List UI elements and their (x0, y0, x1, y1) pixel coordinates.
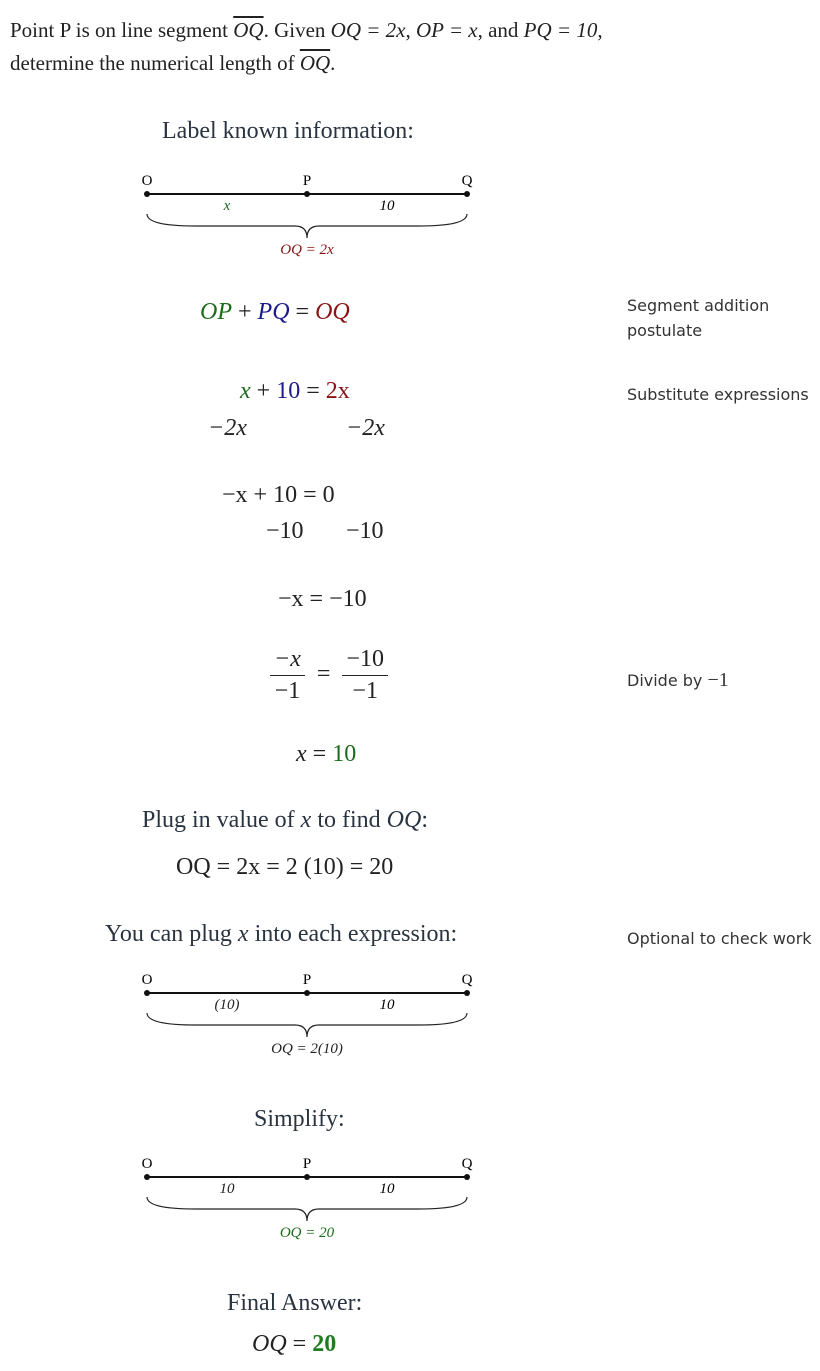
segment-diagram-plugged (135, 967, 485, 1062)
point-q-label: Q (461, 1156, 473, 1172)
denominator: −1 (274, 678, 301, 704)
equation-step-3: −x + 10 = 0 (222, 482, 335, 508)
segment-diagram-known (135, 168, 485, 263)
fraction-left (270, 646, 305, 705)
term-2x: 2x (325, 378, 350, 404)
point-q-label: Q (461, 173, 473, 189)
point-o (144, 990, 150, 996)
pq-label: 10 (379, 1181, 395, 1197)
pq-label: 10 (379, 198, 395, 214)
term-10: 10 (276, 378, 301, 404)
given-op: OP = x (415, 18, 478, 42)
segment-oq: $\overline{OQ}$ (299, 51, 331, 75)
brace (147, 214, 467, 238)
op-label: 10 (219, 1181, 235, 1197)
term-x: x (240, 378, 251, 404)
fraction-right (342, 646, 388, 705)
subtract-2x-right: −2x (346, 415, 385, 441)
equation-solution-x (296, 741, 356, 768)
point-p (304, 191, 310, 197)
point-p (304, 1174, 310, 1180)
subtract-10-right: −10 (346, 518, 384, 544)
subtract-10-left: −10 (266, 518, 304, 544)
point-p-label: P (302, 1156, 312, 1172)
note-segment-addition: Segment addition postulate (627, 296, 770, 340)
numerator: −x (270, 646, 305, 676)
value-10: 10 (332, 741, 357, 767)
term-oq: OQ (252, 1331, 287, 1357)
heading-text: : (421, 807, 428, 833)
brace (147, 1197, 467, 1221)
problem-text: . (330, 51, 336, 75)
operator: = (306, 741, 333, 767)
note-optional: Optional to check work (627, 929, 812, 948)
heading-var: OQ (386, 807, 422, 833)
problem-text: , (597, 18, 603, 42)
given-pq: PQ = 10 (523, 18, 598, 42)
segment-oq: $\overline{OQ}$ (233, 18, 264, 42)
oq-total-label: OQ = 2x (280, 242, 334, 258)
point-q (464, 990, 470, 996)
problem-text: Point P is on line segment (10, 18, 234, 42)
point-q (464, 1174, 470, 1180)
numerator: −10 (342, 646, 388, 676)
heading-plug-value (142, 807, 428, 834)
point-q (464, 191, 470, 197)
problem-text: , (405, 18, 416, 42)
brace (147, 1013, 467, 1037)
problem-statement (10, 14, 810, 80)
problem-text: . Given (263, 18, 331, 42)
pq-label: 10 (379, 997, 395, 1013)
operator: = (300, 378, 326, 404)
point-o-label: O (141, 972, 153, 988)
oq-total-label: OQ = 2(10) (271, 1041, 343, 1057)
note-divide (627, 668, 729, 693)
oq-total-label: OQ = 20 (279, 1225, 335, 1241)
operator: = (286, 1331, 313, 1357)
point-o (144, 191, 150, 197)
problem-text: , and (477, 18, 524, 42)
subtract-2x-left: −2x (208, 415, 247, 441)
operator: = (316, 661, 331, 688)
operator: + (232, 299, 258, 325)
heading-text: You can plug (105, 921, 238, 947)
point-p (304, 990, 310, 996)
term-x: x (296, 741, 307, 767)
denominator: −1 (352, 678, 378, 704)
final-value: 20 (312, 1331, 337, 1357)
heading-text: into each expression: (248, 921, 458, 947)
heading-simplify: Simplify: (254, 1106, 345, 1132)
heading-final-answer: Final Answer: (227, 1290, 363, 1316)
equation-substitute (240, 378, 350, 405)
given-oq: OQ = 2x (330, 18, 406, 42)
term-pq: PQ (257, 299, 290, 325)
op-label: (10) (214, 997, 240, 1013)
point-p-label: P (302, 173, 312, 189)
point-o (144, 1174, 150, 1180)
segment-diagram-simplified (135, 1151, 485, 1246)
heading-plug-each (105, 921, 457, 948)
equation-step-4: −x = −10 (278, 586, 367, 612)
heading-var: x (237, 921, 249, 947)
final-answer (252, 1331, 336, 1358)
equation-segment-addition (200, 299, 350, 326)
heading-var: x (300, 807, 312, 833)
note-value: −1 (707, 669, 729, 691)
term-oq: OQ (315, 299, 350, 325)
equation-plug-in: OQ = 2x = 2 (10) = 20 (176, 854, 394, 880)
note-substitute: Substitute expressions (627, 385, 809, 404)
term-op: OP (200, 299, 232, 325)
point-q-label: Q (461, 972, 473, 988)
heading-label-known: Label known information: (162, 118, 414, 144)
heading-text: to find (311, 807, 387, 833)
operator: + (250, 378, 277, 404)
operator: = (289, 299, 316, 325)
problem-text: determine the numerical length of (10, 51, 300, 75)
note-text: Divide by (627, 671, 708, 690)
point-o-label: O (141, 1156, 153, 1172)
heading-text: Plug in value of (142, 807, 301, 833)
equation-divide (270, 646, 388, 705)
point-p-label: P (302, 972, 312, 988)
point-o-label: O (141, 173, 153, 189)
op-label: x (223, 198, 231, 214)
